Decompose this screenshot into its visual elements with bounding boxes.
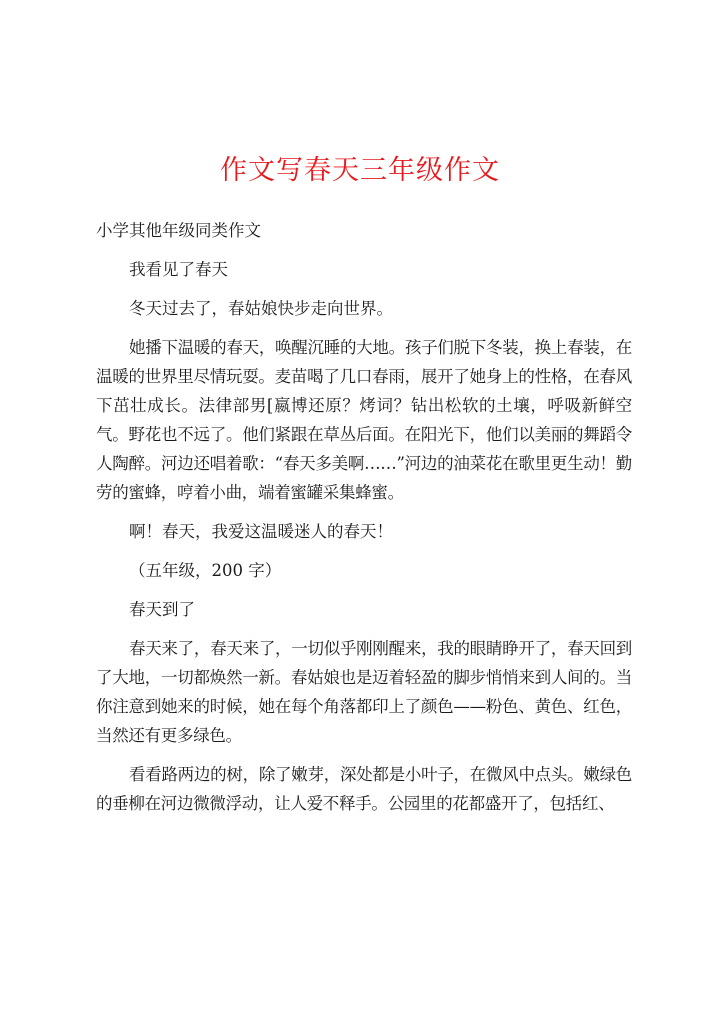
document-title: 作文写春天三年级作文 (220, 155, 500, 186)
paragraph-4: 春天来了，春天来了，一切似乎刚刚醒来，我的眼睛睁开了，春天回到了大地，一切都焕然一新。春姑娘也是迈着轻盈的脚步悄悄来到人间的。当你注意到她来的时候，她在每个角落都印上了颜色——粉色、黄色、红色，当然还有更多绿色。 (96, 639, 632, 745)
essay-title-2: 春天到了 (129, 600, 195, 619)
paragraph-5: 看看路两边的树，除了嫩芽，深处都是小叶子，在微风中点头。嫩绿色的垂柳在河边微微浮动，让人爱不释手。公园里的花都盛开了，包括红、 (96, 765, 632, 813)
category-line: 小学其他年级同类作文 (96, 221, 261, 240)
paragraph-3: 啊！春天，我爱这温暖迷人的春天！ (129, 522, 393, 541)
grade-note: （五年级，200 字） (129, 561, 282, 580)
paragraph-2: 她播下温暖的春天，唤醒沉睡的大地。孩子们脱下冬装，换上春装，在温暖的世界里尽情玩耍。麦苗喝了几口春雨，展开了她身上的性格，在春风下茁壮成长。法律部男[嬴博还原？烤词？钻出松软的土壤，呼吸新鲜空气。野花也不远了。他们紧跟在草丛后面。在阳光下，他们以美丽的舞蹈令人陶醉。河边还唱着歌：“春天多美啊……”河边的油菜花在歌里更生动！勤劳的蜜蜂，哼着小曲，端着蜜罐采集蜂蜜。 (96, 338, 632, 502)
essay-title-1: 我看见了春天 (129, 260, 228, 279)
document-body (96, 216, 632, 828)
paragraph-1: 冬天过去了，春姑娘快步走向世界。 (129, 299, 393, 318)
